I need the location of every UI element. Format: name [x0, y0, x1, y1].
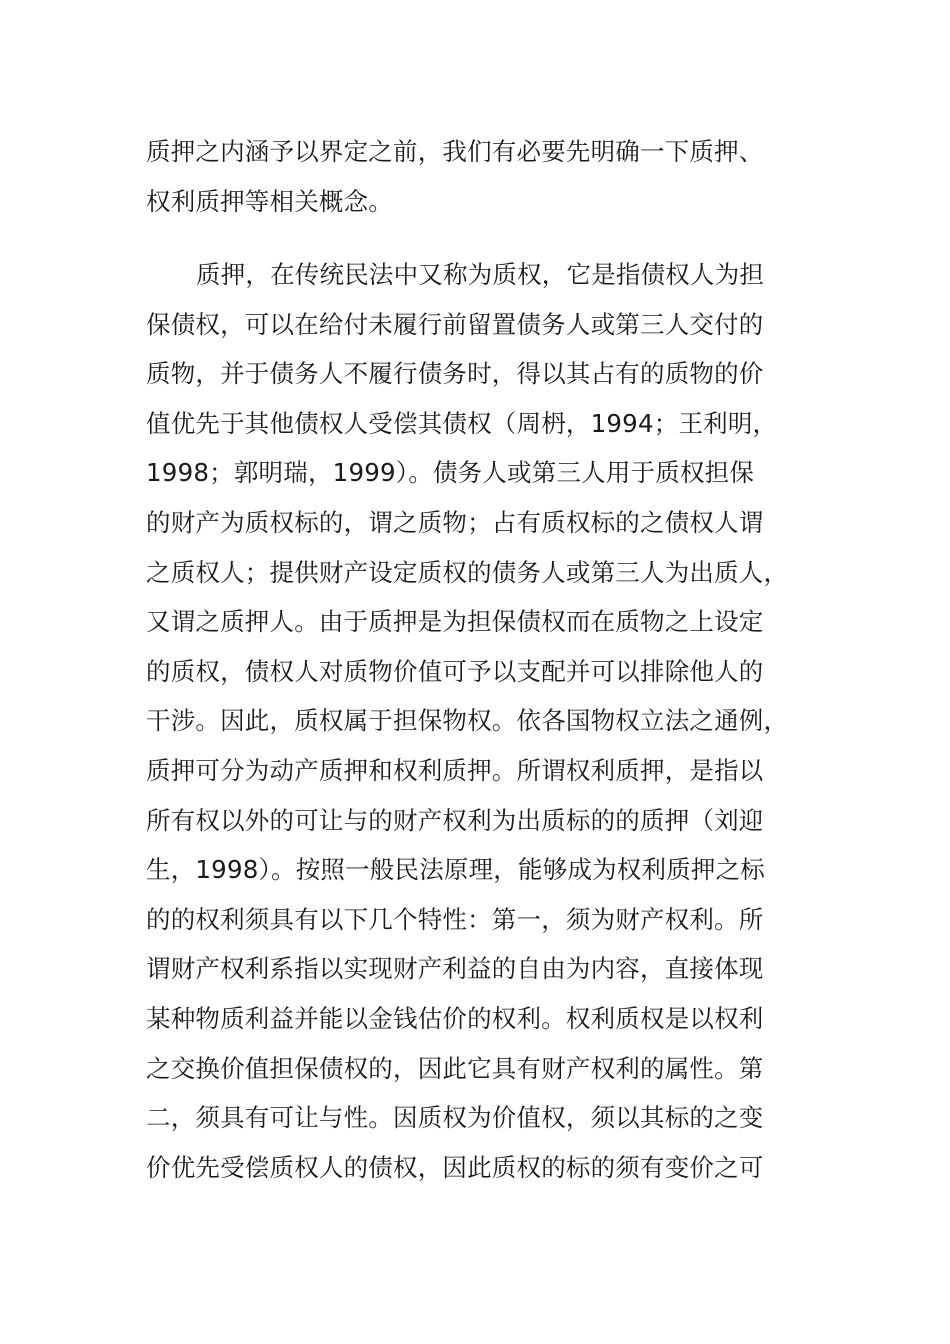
text-line: 干涉。因此，质权属于担保物权。依各国物权立法之通例，	[146, 706, 789, 736]
text-line: 生，1998）。按照一般民法原理，能够成为权利质押之标	[146, 855, 765, 885]
text-line: 的的权利须具有以下几个特性：第一，须为财产权利。所	[146, 904, 764, 934]
text-line: 二，须具有可让与性。因质权为价值权，须以其标的之变	[146, 1103, 764, 1133]
text-line: 保债权，可以在给付未履行前留置债务人或第三人交付的	[146, 309, 764, 339]
text-line: 质物，并于债务人不履行债务时，得以其占有的质物的价	[146, 359, 764, 389]
text-line: 的财产为质权标的，谓之质物；占有质权标的之债权人谓	[146, 507, 764, 537]
text-line: 质押之内涵予以界定之前，我们有必要先明确一下质押、	[146, 137, 764, 166]
text-line: 之质权人；提供财产设定质权的债务人或第三人为出质人，	[146, 557, 789, 587]
paragraph-intro	[146, 127, 806, 226]
text-line: 质押可分为动产质押和权利质押。所谓权利质押，是指以	[146, 755, 764, 785]
text-line: 价优先受偿质权人的债权，因此质权的标的须有变价之可	[146, 1152, 764, 1182]
text-line: 的质权，债权人对质物价值可予以支配并可以排除他人的	[146, 656, 764, 686]
text-line: 1998；郭明瑞，1999）。债务人或第三人用于质权担保	[146, 458, 755, 488]
text-line: 值优先于其他债权人受偿其债权（周枬，1994；王利明，	[146, 408, 778, 438]
text-line: 质押，在传统民法中又称为质权，它是指债权人为担	[196, 260, 765, 289]
text-line: 又谓之质押人。由于质押是为担保债权而在质物之上设定	[146, 607, 764, 637]
text-line: 权利质押等相关概念。	[146, 186, 393, 216]
text-line: 某种物质利益并能以金钱估价的权利。权利质权是以权利	[146, 1003, 764, 1033]
text-line: 谓财产权利系指以实现财产利益的自由为内容，直接体现	[146, 954, 764, 984]
paragraph-pledge-definition	[146, 250, 806, 1192]
text-line: 所有权以外的可让与的财产权利为出质标的的质押（刘迎	[146, 805, 764, 835]
text-line: 之交换价值担保债权的，因此它具有财产权利的属性。第	[146, 1053, 764, 1083]
